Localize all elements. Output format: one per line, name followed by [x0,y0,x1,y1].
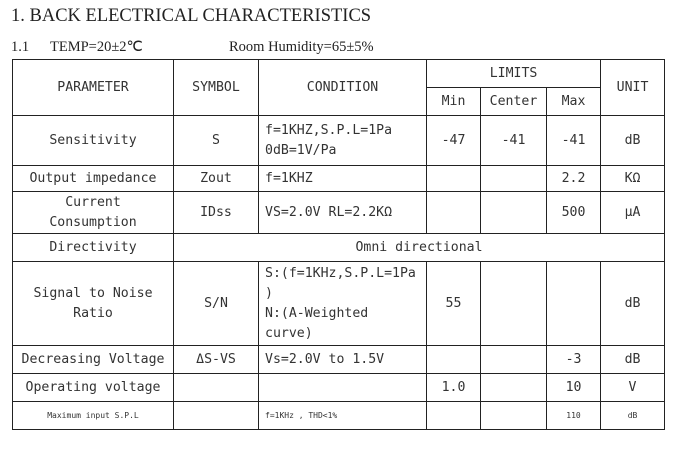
header-center: Center [481,88,547,116]
condition-number: 1.1 [11,39,30,55]
row-unit: dB [601,346,665,374]
temperature-condition: TEMP=20±2℃ [50,39,143,55]
row-unit: μA [601,192,665,234]
table-row [13,234,665,262]
row-symbol [174,374,259,402]
table-row [13,192,665,234]
row-parameter: Operating voltage [13,374,174,402]
row-symbol: IDss [174,192,259,234]
row-unit: dB [601,262,665,346]
row-condition: VS=2.0V RL=2.2KΩ [259,192,427,234]
row-max: 110 [547,402,601,430]
row-parameter: Sensitivity [13,116,174,166]
row-parameter: Maximum input S.P.L [13,402,174,430]
test-conditions [11,39,671,59]
row-center [481,374,547,402]
row-symbol [174,402,259,430]
humidity-condition: Room Humidity=65±5% [229,39,374,55]
row-max [547,262,601,346]
row-center [481,166,547,192]
row-min: -47 [427,116,481,166]
table-row [13,166,665,192]
row-center [481,402,547,430]
row-symbol: Zout [174,166,259,192]
row-parameter: Directivity [13,234,174,262]
row-min: 55 [427,262,481,346]
row-parameter: Output impedance [13,166,174,192]
row-symbol: ΔS-VS [174,346,259,374]
row-condition [259,374,427,402]
row-min: 1.0 [427,374,481,402]
row-max: 10 [547,374,601,402]
header-unit: UNIT [601,60,665,116]
row-center [481,346,547,374]
row-max: -3 [547,346,601,374]
row-unit: KΩ [601,166,665,192]
row-condition: Vs=2.0V to 1.5V [259,346,427,374]
section-title: 1. BACK ELECTRICAL CHARACTERISTICS [11,6,372,26]
row-condition: f=1KHZ,S.P.L=1Pa 0dB=1V/Pa [259,116,427,166]
header-parameter: PARAMETER [13,60,174,116]
row-min [427,402,481,430]
characteristics-table [12,59,665,430]
row-max: 2.2 [547,166,601,192]
row-condition: S:(f=1KHz,S.P.L=1Pa ) N:(A-Weighted curve) [259,262,427,346]
row-parameter: Signal to Noise Ratio [13,262,174,346]
row-unit: dB [601,116,665,166]
row-symbol: S [174,116,259,166]
row-unit: V [601,374,665,402]
header-symbol: SYMBOL [174,60,259,116]
row-min [427,166,481,192]
table-row [13,346,665,374]
row-min [427,346,481,374]
header-condition: CONDITION [259,60,427,116]
row-symbol: S/N [174,262,259,346]
header-max: Max [547,88,601,116]
directivity-value: Omni directional [174,234,665,262]
row-max: 500 [547,192,601,234]
row-center [481,192,547,234]
header-row [13,60,665,88]
row-unit: dB [601,402,665,430]
header-min: Min [427,88,481,116]
table-row [13,116,665,166]
table-row [13,402,665,430]
row-condition: f=1KHZ [259,166,427,192]
row-parameter: Decreasing Voltage [13,346,174,374]
table-row [13,374,665,402]
row-parameter: Current Consumption [13,192,174,234]
row-center [481,262,547,346]
header-limits: LIMITS [427,60,601,88]
row-min [427,192,481,234]
row-center: -41 [481,116,547,166]
row-condition: f=1KHz , THD<1% [259,402,427,430]
table-row [13,262,665,346]
row-max: -41 [547,116,601,166]
